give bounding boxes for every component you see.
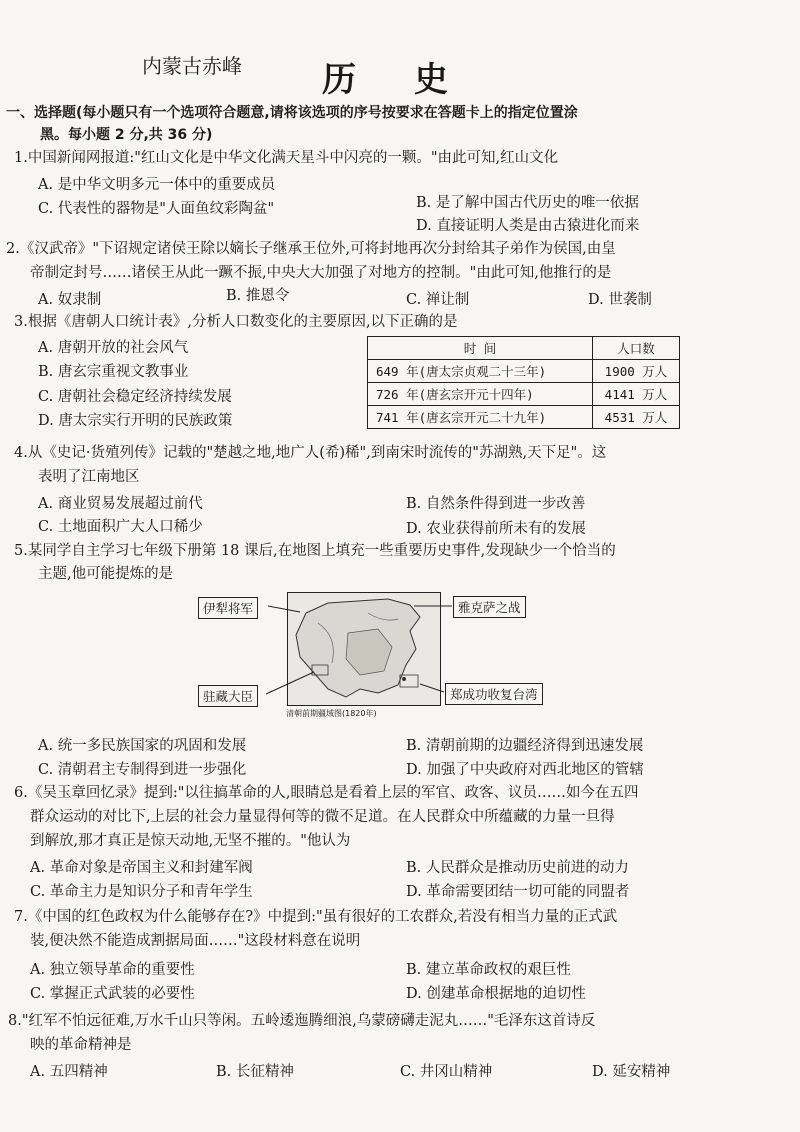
question-2-stem: 2.《汉武帝》"下诏规定诸侯王除以嫡长子继承王位外,可将封地再次分封给其子弟作为侯国,由皇 (6, 241, 616, 257)
question-8-stem: 8."红军不怕远征难,万水千山只等闲。五岭逶迤腾细浪,乌蒙磅礴走泥丸……"毛泽东这首诗反 (8, 1013, 596, 1029)
q2-option-d: D. 世袭制 (588, 292, 652, 308)
q3-option-d: D. 唐太宗实行开明的民族政策 (38, 413, 233, 429)
section-heading: 一、选择题(每小题只有一个选项符合题意,请将该选项的序号按要求在答题卡上的指定位置涂 (6, 105, 578, 121)
table-cell-population: 4141 万人 (593, 383, 680, 406)
table-header-population: 人口数 (593, 337, 680, 360)
table-cell-population: 1900 万人 (593, 360, 680, 383)
page-title: 历史 (322, 60, 506, 100)
question-7-stem: 7.《中国的红色政权为什么能够存在?》中提到:"虽有很好的工农群众,若没有相当力量的正式武 (14, 909, 618, 925)
question-3-stem: 3.根据《唐朝人口统计表》,分析人口数变化的主要原因,以下正确的是 (14, 314, 458, 330)
q5-option-b: B. 清朝前期的边疆经济得到迅速发展 (406, 738, 644, 754)
question-8-stem-cont: 映的革命精神是 (30, 1037, 132, 1053)
q7-option-a: A. 独立领导革命的重要性 (30, 962, 195, 978)
question-5-stem-cont: 主题,他可能提炼的是 (38, 566, 174, 582)
table-cell-time: 649 年(唐太宗贞观二十三年) (368, 360, 593, 383)
q4-option-d: D. 农业获得前所未有的发展 (406, 521, 586, 537)
q6-option-d: D. 革命需要团结一切可能的同盟者 (406, 884, 630, 900)
question-4-stem-cont: 表明了江南地区 (38, 469, 140, 485)
question-5-stem: 5.某同学自主学习七年级下册第 18 课后,在地图上填充一些重要历史事件,发现缺少一个恰当的 (14, 543, 616, 559)
q8-option-c: C. 井冈山精神 (400, 1064, 493, 1080)
q4-option-c: C. 土地面积广大人口稀少 (38, 519, 203, 535)
q1-option-a: A. 是中华文明多元一体中的重要成员 (38, 177, 276, 193)
q7-option-b: B. 建立革命政权的艰巨性 (406, 962, 571, 978)
map-label-taiwan: 郑成功收复台湾 (445, 683, 543, 705)
q1-option-d: D. 直接证明人类是由古猿进化而来 (416, 218, 640, 234)
table-header-time: 时 间 (368, 337, 593, 360)
q3-option-b: B. 唐玄宗重视文教事业 (38, 364, 189, 380)
map-label-ili: 伊犁将军 (198, 597, 258, 619)
q2-option-b: B. 推恩令 (226, 288, 290, 304)
q1-option-b: B. 是了解中国古代历史的唯一依据 (416, 195, 639, 211)
section-heading-cont: 黑。每小题 2 分,共 36 分) (40, 127, 213, 143)
q8-option-d: D. 延安精神 (592, 1064, 671, 1080)
question-6-stem: 6.《吴玉章回忆录》提到:"以往搞革命的人,眼睛总是看着上层的军官、政客、议员……如今在五四 (14, 785, 639, 801)
question-2-stem-cont: 帝制定封号……诸侯王从此一蹶不振,中央大大加强了对地方的控制。"由此可知,他推行的是 (30, 265, 612, 281)
question-4-stem: 4.从《史记·货殖列传》记载的"楚越之地,地广人(希)稀",到南宋时流传的"苏湖熟,天下足"。这 (14, 445, 607, 461)
q3-option-c: C. 唐朝社会稳定经济持续发展 (38, 389, 232, 405)
q8-option-b: B. 长征精神 (216, 1064, 294, 1080)
question-6-stem-cont2: 到解放,那才真正是惊天动地,无坚不摧的。"他认为 (30, 833, 351, 849)
q4-option-a: A. 商业贸易发展超过前代 (38, 496, 203, 512)
q2-option-a: A. 奴隶制 (38, 292, 102, 308)
map-label-yaksa: 雅克萨之战 (453, 596, 526, 618)
q8-option-a: A. 五四精神 (30, 1064, 108, 1080)
q4-option-b: B. 自然条件得到进一步改善 (406, 496, 586, 512)
q6-option-c: C. 革命主力是知识分子和青年学生 (30, 884, 253, 900)
region-label: 内蒙古赤峰 (142, 54, 242, 78)
table-cell-time: 726 年(唐玄宗开元十四年) (368, 383, 593, 406)
map-label-tibet-amban: 驻藏大臣 (198, 685, 258, 707)
q2-option-c: C. 禅让制 (406, 292, 470, 308)
question-6-stem-cont: 群众运动的对比下,上层的社会力量显得何等的微不足道。在人民群众中所蕴藏的力量一旦得 (30, 809, 615, 825)
q6-option-b: B. 人民群众是推动历史前进的动力 (406, 860, 629, 876)
question-1-stem: 1.中国新闻网报道:"红山文化是中华文化满天星斗中闪亮的一颗。"由此可知,红山文化 (14, 150, 559, 166)
q3-option-a: A. 唐朝开放的社会风气 (38, 340, 189, 356)
question-7-stem-cont: 装,便决然不能造成割据局面……"这段材料意在说明 (30, 933, 361, 949)
map-caption: 清朝前期疆域图(1820年) (286, 709, 377, 718)
table-cell-population: 4531 万人 (593, 406, 680, 429)
q5-option-a: A. 统一多民族国家的巩固和发展 (38, 738, 247, 754)
q7-option-c: C. 掌握正式武装的必要性 (30, 986, 195, 1002)
q6-option-a: A. 革命对象是帝国主义和封建军阀 (30, 860, 253, 876)
q5-option-d: D. 加强了中央政府对西北地区的管辖 (406, 762, 644, 778)
q1-option-c: C. 代表性的器物是"人面鱼纹彩陶盆" (38, 201, 275, 217)
q5-option-c: C. 清朝君主专制得到进一步强化 (38, 762, 247, 778)
q7-option-d: D. 创建革命根据地的迫切性 (406, 986, 586, 1002)
table-cell-time: 741 年(唐玄宗开元二十九年) (368, 406, 593, 429)
